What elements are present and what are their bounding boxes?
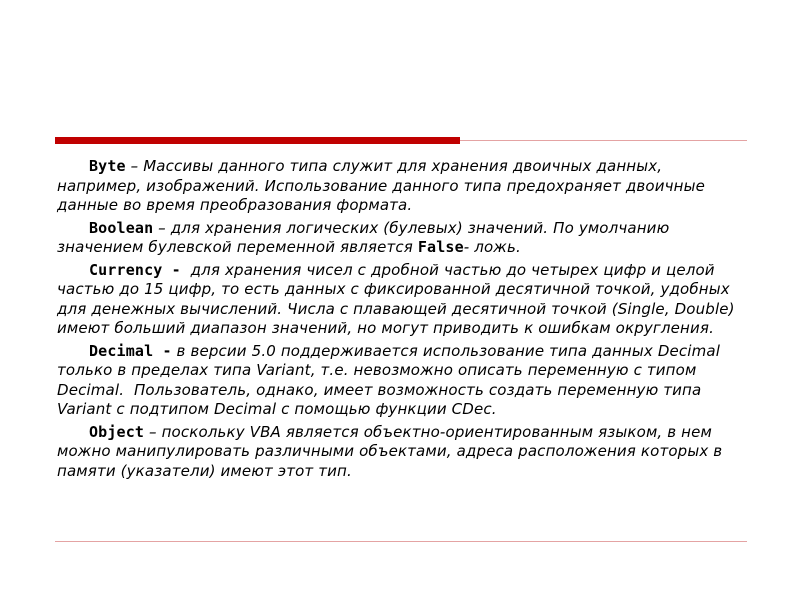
description-decimal: в версии 5.0 поддерживается использование типа данных Decimal только в пределах типа Variant, т.е. невозможно описать переменную с типом Decimal. Пользователь, однако, имеет возможность создать переменную типа Variant с подтипом Decimal с помощью функции CDec. [57, 341, 725, 418]
description-boolean: – для хранения логических (булевых) значений. По умолчанию значением булевской переменной является [57, 218, 670, 256]
paragraph-currency [57, 261, 747, 339]
keyword-false: False [417, 238, 464, 256]
term-currency: Currency - [89, 260, 181, 279]
slide-body [57, 157, 747, 484]
description-currency: для хранения чисел с дробной частью до четырех цифр и целой частью до 15 цифр, то есть данных с фиксированной десятичной точкой, удобных для денежных вычислений. Числа с плавающей десятичной точкой (Single, Double) имеют больший диапазон значений, но могут приводить к ошибкам округления. [57, 260, 740, 337]
accent-bar [55, 137, 460, 144]
term-byte: Byte [89, 157, 126, 175]
term-boolean: Boolean [89, 218, 154, 237]
paragraph-object [57, 423, 747, 482]
paragraph-byte [57, 157, 747, 216]
description-byte: – Массивы данного типа служит для хранения двоичных данных, например, изображений. Использование данного типа предохраняет двоичные данные во время преобразования формата. [57, 157, 705, 214]
term-object: Object [89, 422, 145, 441]
divider-top [460, 140, 747, 141]
description-boolean-tail: - ложь. [463, 238, 521, 256]
divider-bottom [55, 541, 747, 542]
paragraph-decimal [57, 342, 747, 420]
paragraph-boolean [57, 219, 747, 258]
description-object: – поскольку VBA является объектно-ориентированным языком, в нем можно манипулировать различными объектами, адреса расположения которых в памяти (указатели) имеют этот тип. [57, 422, 723, 480]
term-decimal: Decimal - [89, 341, 172, 360]
